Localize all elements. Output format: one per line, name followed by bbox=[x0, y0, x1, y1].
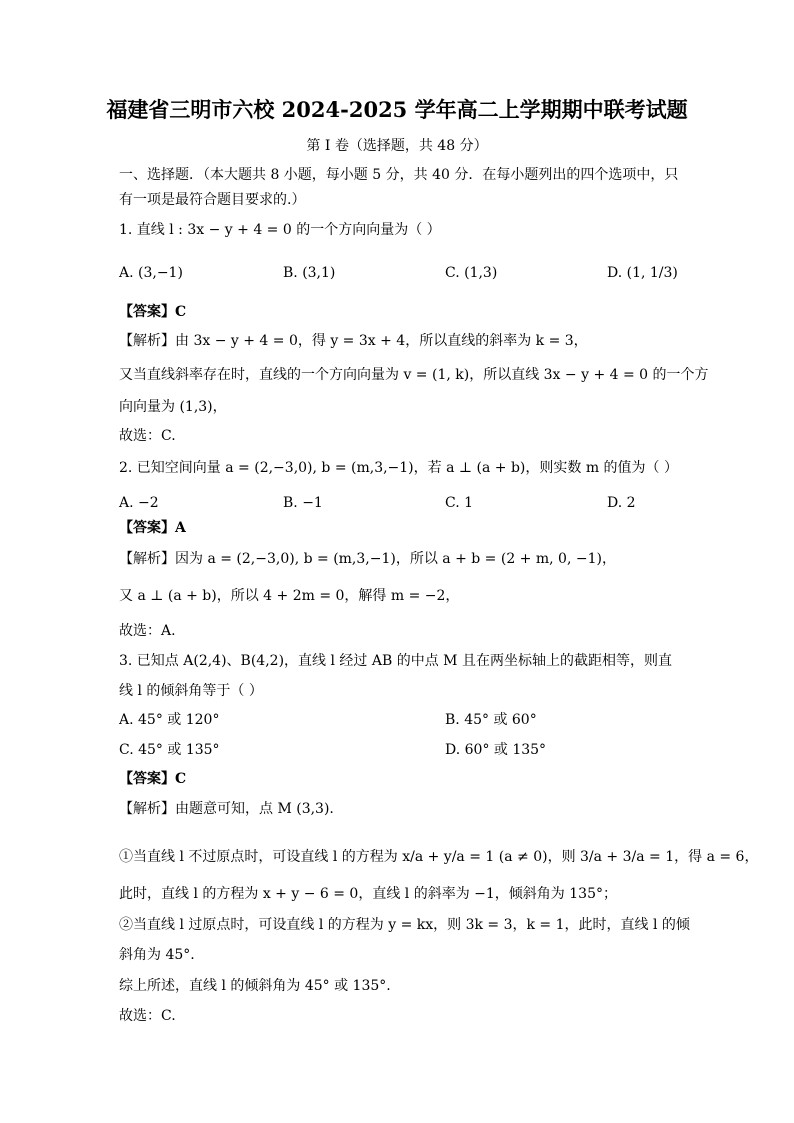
q1-option-a: A. (3,−1) bbox=[119, 265, 183, 281]
q3-analysis-line-4: ②当直线 l 过原点时，可设直线 l 的方程为 y = kx，则 3k = 3，k = 1，此时，直线 l 的倾 bbox=[119, 917, 690, 933]
q2-option-d: D. 2 bbox=[607, 495, 636, 511]
instructions-line-2: 有一项是最符合题目要求的.） bbox=[119, 192, 306, 208]
q1-analysis-line-3: 向向量为 (1,3)， bbox=[119, 399, 227, 415]
q2-stem: 2. 已知空间向量 a = (2,−3,0), b = (m,3,−1)，若 a ⊥ (a + b)，则实数 m 的值为（ ） bbox=[119, 460, 679, 476]
q1-analysis-line-2: 又当直线斜率存在时，直线的一个方向向量为 v = (1, k)，所以直线 3x − y + 4 = 0 的一个方 bbox=[119, 367, 709, 383]
q3-option-d: D. 60° 或 135° bbox=[445, 742, 547, 758]
q1-answer: 【答案】C bbox=[119, 304, 187, 320]
q2-option-a: A. −2 bbox=[119, 495, 159, 511]
q3-analysis-line-7: 故选：C. bbox=[119, 1008, 176, 1024]
section-title: 第 I 卷（选择题，共 48 分） bbox=[306, 138, 488, 154]
q2-analysis-line-2: 又 a ⊥ (a + b)，所以 4 + 2m = 0，解得 m = −2， bbox=[119, 588, 460, 604]
q1-analysis-line-4: 故选：C. bbox=[119, 428, 176, 444]
q1-option-c: C. (1,3) bbox=[445, 265, 498, 281]
q1-option-b: B. (3,1) bbox=[283, 265, 336, 281]
q2-answer: 【答案】A bbox=[119, 520, 186, 536]
q3-analysis-line-1: 【解析】由题意可知，点 M (3,3). bbox=[119, 801, 334, 817]
q3-analysis-line-5: 斜角为 45°. bbox=[119, 947, 195, 963]
q2-analysis-line-3: 故选：A. bbox=[119, 623, 176, 639]
q1-stem: 1. 直线 l : 3x − y + 4 = 0 的一个方向向量为（ ） bbox=[119, 222, 441, 238]
q3-option-a: A. 45° 或 120° bbox=[119, 712, 220, 728]
q3-answer: 【答案】C bbox=[119, 771, 187, 787]
q3-stem-line-1: 3. 已知点 A(2,4)、B(4,2)，直线 l 经过 AB 的中点 M 且在两坐标轴上的截距相等，则直 bbox=[119, 653, 672, 669]
q2-analysis-line-1: 【解析】因为 a = (2,−3,0), b = (m,3,−1)，所以 a + b = (2 + m, 0, −1)， bbox=[119, 551, 616, 567]
q3-analysis-line-3: 此时，直线 l 的方程为 x + y − 6 = 0，直线 l 的斜率为 −1，倾斜角为 135°； bbox=[119, 886, 617, 902]
q3-option-b: B. 45° 或 60° bbox=[445, 712, 537, 728]
q3-stem-line-2: 线 l 的倾斜角等于（ ） bbox=[119, 683, 263, 699]
q1-option-d: D. (1, 1/3) bbox=[607, 265, 678, 281]
q1-analysis-line-1: 【解析】由 3x − y + 4 = 0，得 y = 3x + 4，所以直线的斜率为 k = 3， bbox=[119, 333, 588, 349]
q3-option-c: C. 45° 或 135° bbox=[119, 742, 220, 758]
q3-analysis-line-6: 综上所述，直线 l 的倾斜角为 45° 或 135°. bbox=[119, 978, 391, 994]
q2-option-b: B. −1 bbox=[283, 495, 323, 511]
q2-option-c: C. 1 bbox=[445, 495, 474, 511]
document-title: 福建省三明市六校 2024-2025 学年高二上学期期中联考试题 bbox=[106, 97, 688, 122]
q3-analysis-line-2: ①当直线 l 不过原点时，可设直线 l 的方程为 x/a + y/a = 1 (a ≠ 0)，则 3/a + 3/a = 1，得 a = 6， bbox=[119, 849, 759, 865]
instructions-line-1: 一、选择题．（本大题共 8 小题，每小题 5 分，共 40 分．在每小题列出的四个选项中，只 bbox=[119, 167, 679, 183]
